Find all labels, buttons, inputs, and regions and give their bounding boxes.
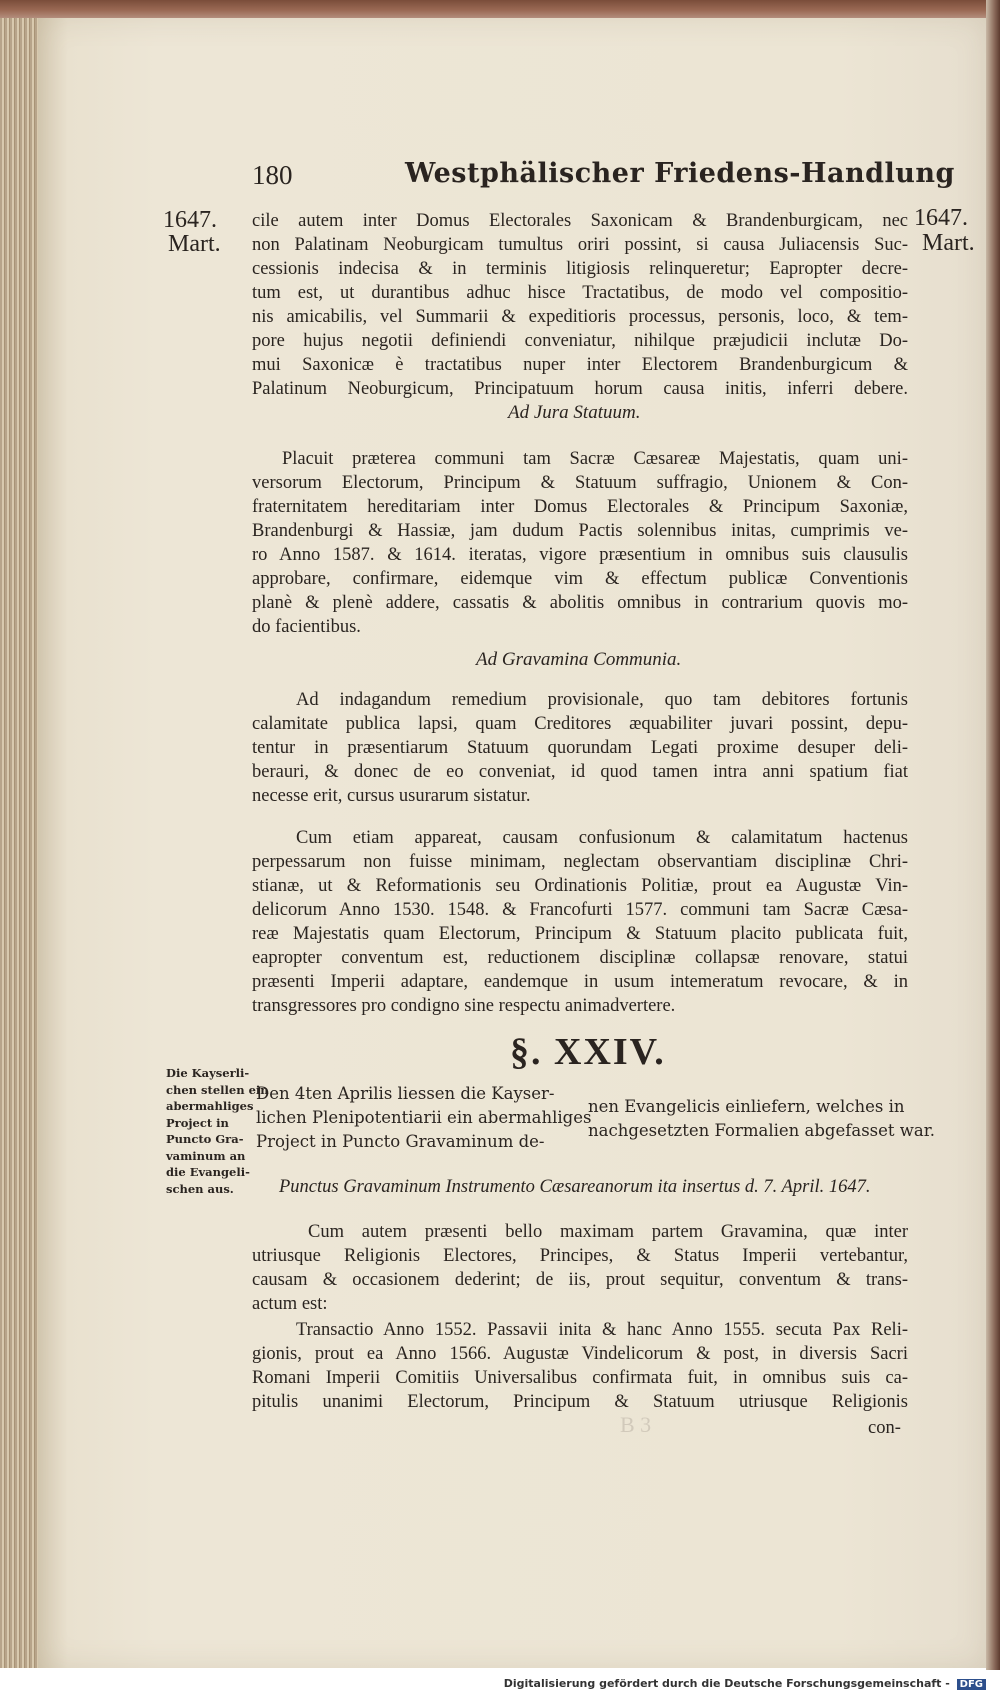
text-line: versorum Electorum, Principum & Statuum suffragio, Unionem & Con- [252, 473, 908, 493]
margin-year-left: 1647. [163, 207, 217, 233]
text-line: stianæ, ut & Reformationis seu Ordinationis Politiæ, prout ea Augustæ Vin- [252, 876, 908, 896]
side-note-line: Die Kayserli- [166, 1066, 250, 1080]
text-line: perpessarum non fuisse minimam, neglectam observantiam disciplinæ Chri- [252, 852, 908, 872]
german-text-left [256, 1082, 591, 1154]
side-note-line: vaminum an [166, 1148, 246, 1163]
text-line: reæ Majestatis quam Electorum, Principum & Statuum placito publicata fuit, [252, 924, 908, 944]
running-title: Westphälischer Friedens-Handlung [405, 158, 955, 189]
text-line: Palatinum Neoburgicum, Principatuum horum causa initis, inferri debere. [252, 379, 908, 399]
text-line: præsenti Imperii adaptare, eandemque in usum intemeratum revocare, & in [252, 972, 908, 992]
text-line: do facientibus. [252, 617, 361, 637]
section-title: §. XXIV. [510, 1031, 666, 1073]
signature-mark: B 3 [620, 1412, 652, 1437]
book-side-edge [986, 0, 1000, 1670]
text-line: Transactio Anno 1552. Passavii inita & hanc Anno 1555. secuta Pax Reli- [296, 1320, 908, 1340]
text-line: utriusque Religionis Electores, Principes, & Status Imperii vertebantur, [252, 1246, 908, 1266]
text-line: nen Evangelicis einliefern, welches in [588, 1097, 905, 1116]
side-note-line: die Evangeli- [166, 1165, 250, 1179]
text-line: Romani Imperii Comitiis Universalibus confirmata fuit, in omnibus suis ca- [252, 1368, 908, 1388]
text-line: cile autem inter Domus Electorales Saxonicam & Brandenburgicam, nec [252, 211, 908, 231]
heading-gravamina-communia: Ad Gravamina Communia. [476, 649, 682, 670]
footer-credit-text: Digitalisierung gefördert durch die Deutsche Forschungsgemeinschaft - [503, 1677, 950, 1690]
text-line: lichen Plenipotentiarii ein abermahliges [256, 1108, 592, 1127]
text-line: planè & plenè addere, cassatis & abolitis omnibus in contrarium quovis mo- [252, 593, 908, 613]
text-line: mui Saxonicæ è tractatibus nuper inter Electorem Brandenburgicum & [252, 355, 908, 375]
text-line: approbare, confirmare, eidemque vim & effectum publicæ Conventionis [252, 569, 908, 589]
paragraph-2 [252, 447, 908, 639]
text-line: tum est, ut durantibus adhuc hisce Tractatibus, de modo vel compositio- [252, 283, 908, 303]
paragraph-6 [252, 1318, 908, 1414]
page-stack-edge [0, 18, 40, 1668]
text-line: pitulis unanimi Electorum, Principum & Statuum utriusque Religionis [252, 1392, 908, 1412]
catchword: con- [868, 1418, 901, 1438]
side-note-line: abermahliges [166, 1099, 254, 1113]
dfg-logo: DFG [957, 1679, 986, 1690]
text-line: fraternitatem hereditariam inter Domus Electorales & Principum Saxoniæ, [252, 497, 908, 517]
text-line: Placuit præterea communi tam Sacræ Cæsareæ Majestatis, quam uni- [282, 449, 908, 469]
text-line: Ad indagandum remedium provisionale, quo tam debitores fortunis [296, 690, 908, 710]
text-line: eapropter conventum est, reductionem disciplinæ collapsæ renovare, statui [252, 948, 908, 968]
margin-month-right: Mart. [922, 230, 975, 256]
text-line: ro Anno 1587. & 1614. iteratas, vigore præsentium in omnibus suis clausulis [252, 545, 908, 565]
text-line: Den 4ten Aprilis liessen die Kayser- [256, 1084, 555, 1103]
page-number: 180 [252, 160, 293, 190]
paragraph-5 [252, 1220, 908, 1316]
text-line: delicorum Anno 1530. 1548. & Francofurti 1577. communi tam Sacræ Cæsa- [252, 900, 908, 920]
german-text-right [588, 1095, 935, 1143]
text-line: transgressores pro condigno sine respectu animadvertere. [252, 996, 676, 1016]
text-line: necesse erit, cursus usurarum sistatur. [252, 786, 531, 806]
side-note-line: Puncto Gra- [166, 1132, 244, 1146]
side-note-line: chen stellen ein [166, 1082, 269, 1097]
text-line: Project in Puncto Gravaminum de- [256, 1132, 545, 1151]
text-line: pore hujus negotii definiendi conveniatur, nihilque præjudicii inclutæ Do- [252, 331, 908, 351]
margin-year-right: 1647. [914, 205, 968, 231]
text-line: actum est: [252, 1294, 328, 1314]
text-line: Cum autem præsenti bello maximam partem Gravamina, quæ inter [308, 1222, 908, 1242]
paragraph-3 [252, 688, 908, 808]
text-line: nis amicabilis, vel Summarii & expeditioris processus, personis, loco, & tem- [252, 307, 908, 327]
heading-punctus-gravaminum: Punctus Gravaminum Instrumento Cæsareanorum ita insertus d. 7. April. 1647. [279, 1177, 871, 1197]
footer-credit [504, 1677, 986, 1690]
text-line: non Palatinam Neoburgicam tumultus oriri possint, si causa Juliacensis Suc- [252, 235, 908, 255]
text-line: gionis, prout ea Anno 1566. Augustæ Vindelicorum & post, in diversis Sacri [252, 1344, 908, 1364]
text-line: berauri, & donec de eo conveniat, id quod tamen intra anni spatium fiat [252, 762, 908, 782]
paragraph-1 [252, 209, 908, 401]
text-line: tentur in præsentiarum Statuum quorundam Legati proxime desuper deli- [252, 738, 908, 758]
text-line: Cum etiam appareat, causam confusionum & calamitatum hactenus [296, 828, 908, 848]
text-line: nachgesetzten Formalien abgefasset war. [588, 1121, 936, 1140]
side-note [166, 1065, 269, 1197]
text-line: Brandenburgi & Hassiæ, jam dudum Pactis solennibus initas, cumprimis ve- [252, 521, 908, 541]
paragraph-4 [252, 826, 908, 1018]
text-line: causam & occasionem dederint; de iis, prout sequitur, conventum & trans- [252, 1270, 908, 1290]
side-note-line: Project in [166, 1115, 229, 1130]
heading-jura-statuum: Ad Jura Statuum. [508, 402, 641, 423]
side-note-line: schen aus. [166, 1181, 234, 1196]
text-line: calamitate publica lapsi, quam Creditores æquabiliter juvari possint, depu- [252, 714, 908, 734]
text-line: cessionis indecisa & in terminis litigiosis relinqueretur; Eapropter decre- [252, 259, 908, 279]
margin-month-left: Mart. [168, 231, 221, 257]
